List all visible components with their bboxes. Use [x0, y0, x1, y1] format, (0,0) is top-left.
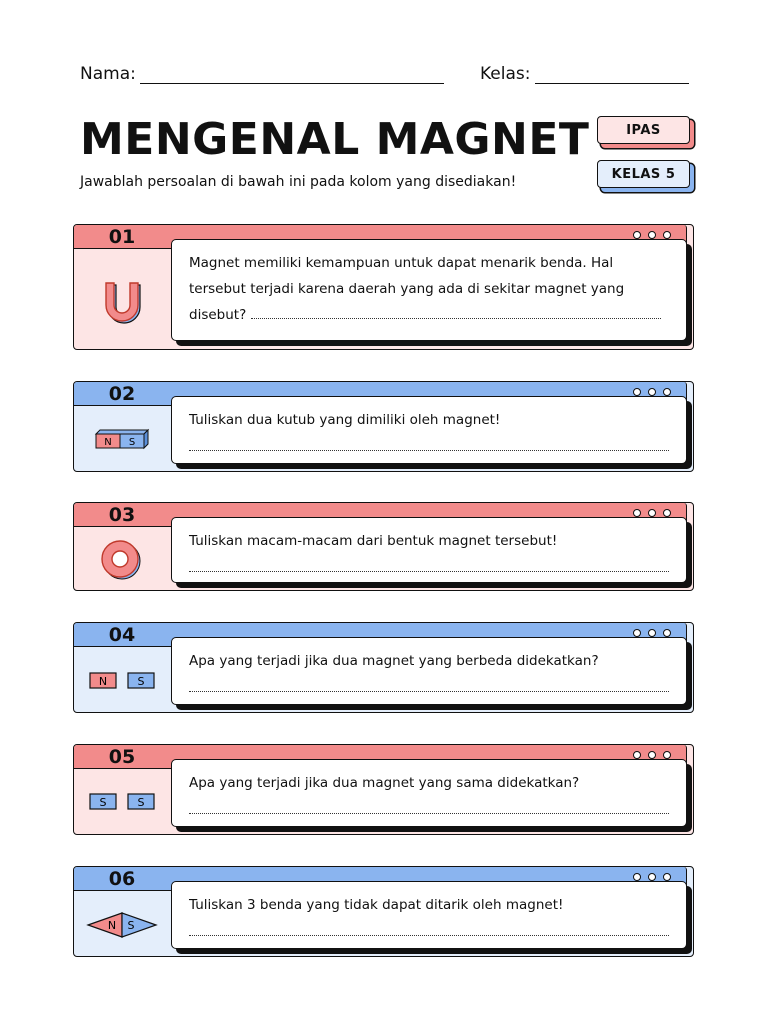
- question-text: Tuliskan 3 benda yang tidak dapat ditarik oleh magnet!: [189, 897, 564, 913]
- class-input-line[interactable]: [535, 64, 689, 84]
- question-card-01: [73, 224, 694, 350]
- south-pole-label: S: [137, 796, 145, 809]
- answer-line[interactable]: [189, 558, 669, 572]
- south-pole-label: S: [99, 796, 107, 809]
- question-box: [171, 881, 687, 949]
- opposite-poles-icon: [88, 672, 158, 694]
- south-pole-label: S: [137, 675, 145, 688]
- page-title: MENGENAL MAGNET: [80, 114, 590, 165]
- question-card-02: [73, 381, 694, 472]
- question-number: 03: [108, 504, 136, 526]
- north-pole-label: N: [107, 919, 117, 932]
- class-field[interactable]: [480, 64, 689, 84]
- grade-tag: KELAS 5: [597, 160, 690, 188]
- class-label: Kelas:: [480, 64, 531, 84]
- question-box: [171, 759, 687, 827]
- name-input-line[interactable]: [140, 64, 444, 84]
- answer-line[interactable]: [189, 678, 669, 692]
- answer-line[interactable]: [189, 437, 669, 451]
- answer-line[interactable]: [189, 800, 669, 814]
- question-text: Apa yang terjadi jika dua magnet yang sama didekatkan?: [189, 775, 580, 791]
- north-pole-label: N: [98, 675, 108, 688]
- window-dots: [633, 231, 671, 239]
- name-label: Nama:: [80, 64, 136, 84]
- question-card-03: [73, 502, 694, 591]
- question-number: 02: [108, 383, 136, 405]
- question-number: 06: [108, 868, 136, 890]
- question-box: [171, 239, 687, 341]
- compass-needle-icon: [86, 911, 158, 943]
- name-field[interactable]: [80, 64, 444, 84]
- question-box: [171, 637, 687, 705]
- window-dots: [633, 873, 671, 881]
- question-text: Apa yang terjadi jika dua magnet yang berbeda didekatkan?: [189, 653, 599, 669]
- question-card-05: [73, 744, 694, 835]
- same-poles-icon: [88, 793, 158, 815]
- question-card-06: [73, 866, 694, 957]
- window-dots: [633, 629, 671, 637]
- bar-magnet-icon: [94, 428, 150, 454]
- question-card-04: [73, 622, 694, 713]
- answer-line[interactable]: [251, 305, 661, 319]
- question-text: Tuliskan dua kutub yang dimiliki oleh magnet!: [189, 412, 501, 428]
- south-pole-label: S: [128, 437, 136, 448]
- answer-line[interactable]: [189, 922, 669, 936]
- question-text: Magnet memiliki kemampuan untuk dapat menarik benda. Hal tersebut terjadi karena daerah yang ada di sekitar magnet yang disebut?: [189, 255, 625, 323]
- window-dots: [633, 388, 671, 396]
- question-number: 04: [108, 624, 136, 646]
- window-dots: [633, 751, 671, 759]
- question-number: 01: [108, 226, 136, 248]
- subject-tag: IPAS: [597, 116, 690, 144]
- south-pole-label: S: [127, 919, 135, 932]
- window-dots: [633, 509, 671, 517]
- question-text: Tuliskan macam-macam dari bentuk magnet tersebut!: [189, 533, 558, 549]
- question-box: [171, 396, 687, 464]
- ring-magnet-icon: [100, 539, 142, 585]
- horseshoe-magnet-icon: [100, 279, 144, 329]
- instructions: Jawablah persoalan di bawah ini pada kolom yang disediakan!: [80, 174, 517, 190]
- question-number: 05: [108, 746, 136, 768]
- question-box: [171, 517, 687, 583]
- north-pole-label: N: [104, 437, 112, 448]
